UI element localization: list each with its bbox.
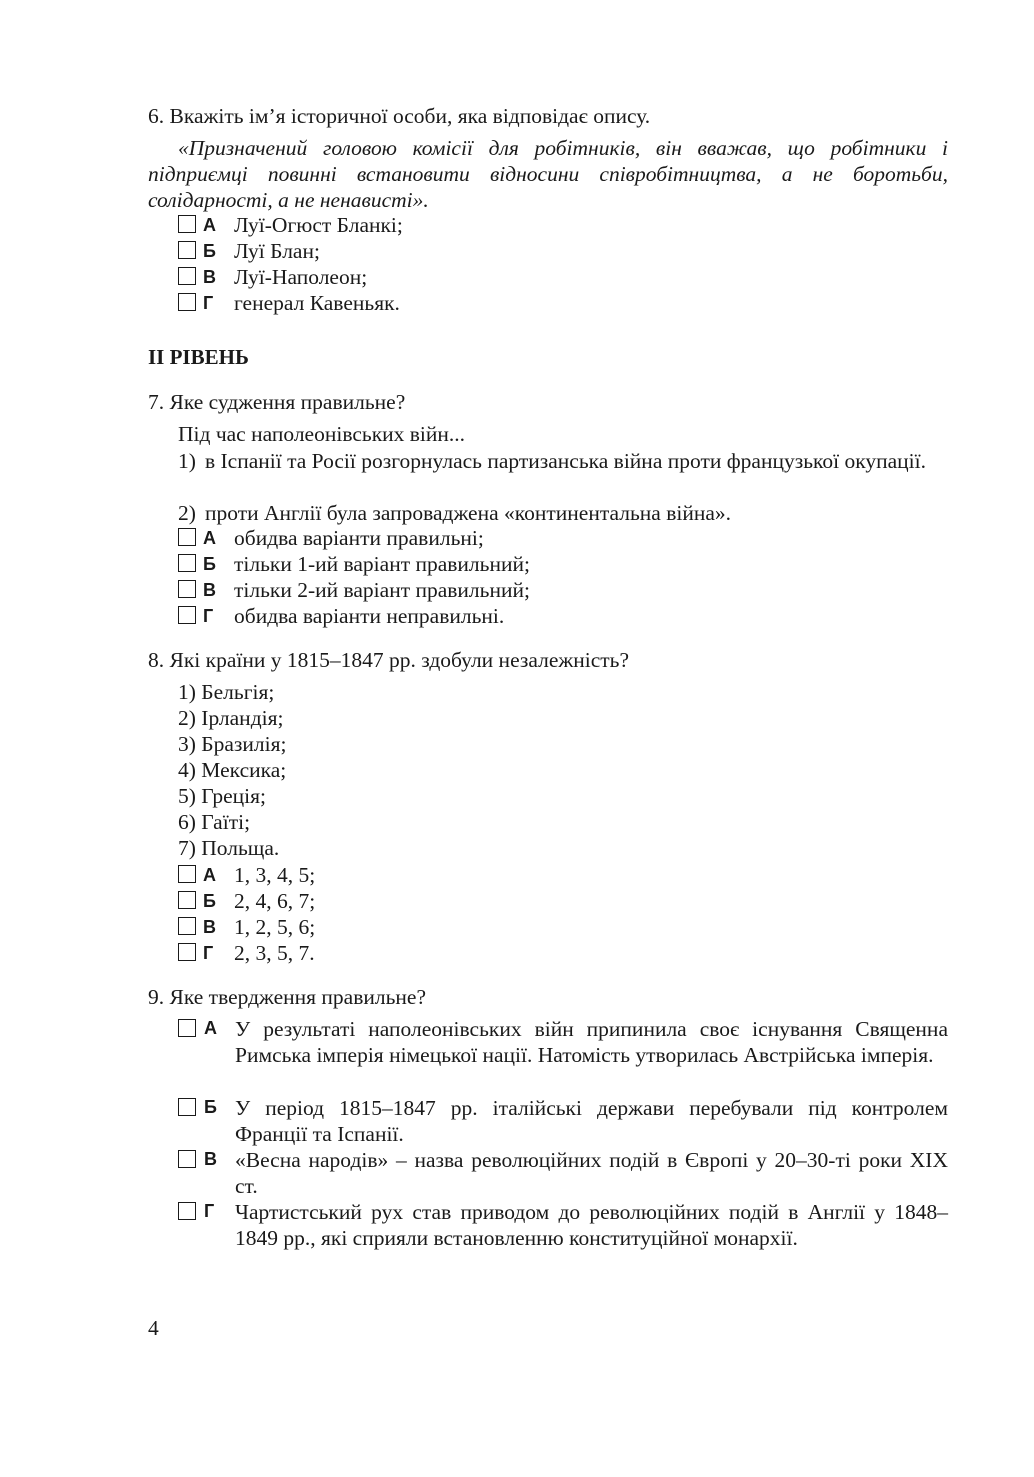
- option-text: тільки 1-ий варіант правильний;: [234, 552, 530, 576]
- q7-statement-1: [178, 448, 948, 474]
- option-text: Луї Блан;: [234, 239, 320, 263]
- option-letter: А: [203, 528, 216, 548]
- q9-option-a[interactable]: [178, 1016, 948, 1068]
- checkbox[interactable]: [178, 606, 196, 624]
- q9-option-d[interactable]: [178, 1199, 948, 1251]
- q8-list-item: 7) Польща.: [178, 836, 280, 860]
- option-letter: А: [203, 215, 216, 235]
- q8-option-b[interactable]: [178, 889, 315, 913]
- option-text: 1, 2, 5, 6;: [234, 915, 316, 939]
- question-9: 9. Яке твердження правильне?: [148, 985, 427, 1009]
- q9-option-b[interactable]: [178, 1095, 948, 1147]
- page-number: 4: [148, 1316, 159, 1340]
- statement-text: проти Англії була запроваджена «континентальна війна».: [205, 501, 731, 525]
- option-letter: В: [203, 917, 216, 937]
- statement-number: 2): [178, 501, 196, 525]
- option-letter: Б: [203, 554, 216, 574]
- option-letter: Г: [204, 1201, 215, 1221]
- option-letter: Б: [203, 241, 216, 261]
- question-6-quote: «Призначений головою комісії для робітників, він вважав, що робітники і підприємці повинні встановити відносини співробітництва, а не боротьби, солідарності, а не ненависті».: [148, 136, 948, 212]
- option-letter: А: [203, 865, 216, 885]
- checkbox[interactable]: [178, 267, 196, 285]
- q7-option-a[interactable]: [178, 526, 484, 550]
- option-letter: А: [204, 1018, 217, 1038]
- checkbox[interactable]: [178, 215, 196, 233]
- checkbox[interactable]: [178, 1019, 196, 1037]
- option-letter: Г: [203, 293, 214, 313]
- option-text: Луї-Наполеон;: [234, 265, 368, 289]
- checkbox[interactable]: [178, 528, 196, 546]
- checkbox[interactable]: [178, 293, 196, 311]
- checkbox[interactable]: [178, 554, 196, 572]
- option-text: Чартистський рух став приводом до революційних подій в Англії у 1848–1849 рр., які сприяли встановленню конституційної монархії.: [235, 1200, 948, 1250]
- q7-option-b[interactable]: [178, 552, 530, 576]
- checkbox[interactable]: [178, 1202, 196, 1220]
- checkbox[interactable]: [178, 1098, 196, 1116]
- option-letter: В: [203, 267, 216, 287]
- statement-number: 1): [178, 449, 196, 473]
- option-text: У період 1815–1847 рр. італійські держави перебували під контролем Франції та Іспанії.: [235, 1096, 948, 1146]
- q9-option-c[interactable]: [178, 1147, 948, 1199]
- question-8: 8. Які країни у 1815–1847 рр. здобули незалежність?: [148, 648, 629, 672]
- option-text: тільки 2-ий варіант правильний;: [234, 578, 530, 602]
- option-text: У результаті наполеонівських війн припинила своє існування Священна Римська імперія німецької нації. Натомість утворилась Австрійська імперія.: [235, 1017, 948, 1067]
- option-text: 1, 3, 4, 5;: [234, 863, 316, 887]
- q8-option-d[interactable]: [178, 941, 315, 965]
- option-letter: Г: [203, 943, 214, 963]
- question-6: 6. Вкажіть ім’я історичної особи, яка відповідає опису.: [148, 104, 651, 128]
- q6-option-c[interactable]: [178, 265, 367, 289]
- option-text: «Весна народів» – назва революційних подій в Європі у 20–30-ті роки XIX ст.: [235, 1148, 948, 1198]
- option-letter: Г: [203, 606, 214, 626]
- checkbox[interactable]: [178, 580, 196, 598]
- q8-option-a[interactable]: [178, 863, 315, 887]
- checkbox[interactable]: [178, 1150, 196, 1168]
- q6-option-b[interactable]: [178, 239, 320, 263]
- option-letter: В: [204, 1149, 217, 1169]
- statement-text: в Іспанії та Росії розгорнулась партизанська війна проти французької окупації.: [205, 449, 926, 473]
- checkbox[interactable]: [178, 943, 196, 961]
- q8-option-c[interactable]: [178, 915, 315, 939]
- option-text: обидва варіанти неправильні.: [234, 604, 505, 628]
- option-text: генерал Кавеньяк.: [234, 291, 400, 315]
- q8-list-item: 2) Ірландія;: [178, 706, 284, 730]
- checkbox[interactable]: [178, 891, 196, 909]
- q7-option-d[interactable]: [178, 604, 504, 628]
- option-letter: Б: [203, 891, 216, 911]
- q8-list-item: 5) Греція;: [178, 784, 266, 808]
- option-letter: Б: [204, 1097, 217, 1117]
- question-7: 7. Яке судження правильне?: [148, 390, 406, 414]
- q7-option-c[interactable]: [178, 578, 530, 602]
- q8-list-item: 3) Бразилія;: [178, 732, 287, 756]
- q8-list-item: 1) Бельгія;: [178, 680, 275, 704]
- q7-statement-2: [178, 500, 948, 526]
- q8-list-item: 6) Гаїті;: [178, 810, 251, 834]
- checkbox[interactable]: [178, 865, 196, 883]
- checkbox[interactable]: [178, 917, 196, 935]
- checkbox[interactable]: [178, 241, 196, 259]
- option-text: Луї-Огюст Бланкі;: [234, 213, 403, 237]
- question-7-intro: Під час наполеонівських війн...: [178, 422, 466, 446]
- level-heading: ІІ РІВЕНЬ: [148, 345, 249, 369]
- q8-list-item: 4) Мексика;: [178, 758, 287, 782]
- option-letter: В: [203, 580, 216, 600]
- option-text: 2, 4, 6, 7;: [234, 889, 316, 913]
- option-text: обидва варіанти правильні;: [234, 526, 484, 550]
- q6-option-a[interactable]: [178, 213, 403, 237]
- option-text: 2, 3, 5, 7.: [234, 941, 315, 965]
- q6-option-d[interactable]: [178, 291, 400, 315]
